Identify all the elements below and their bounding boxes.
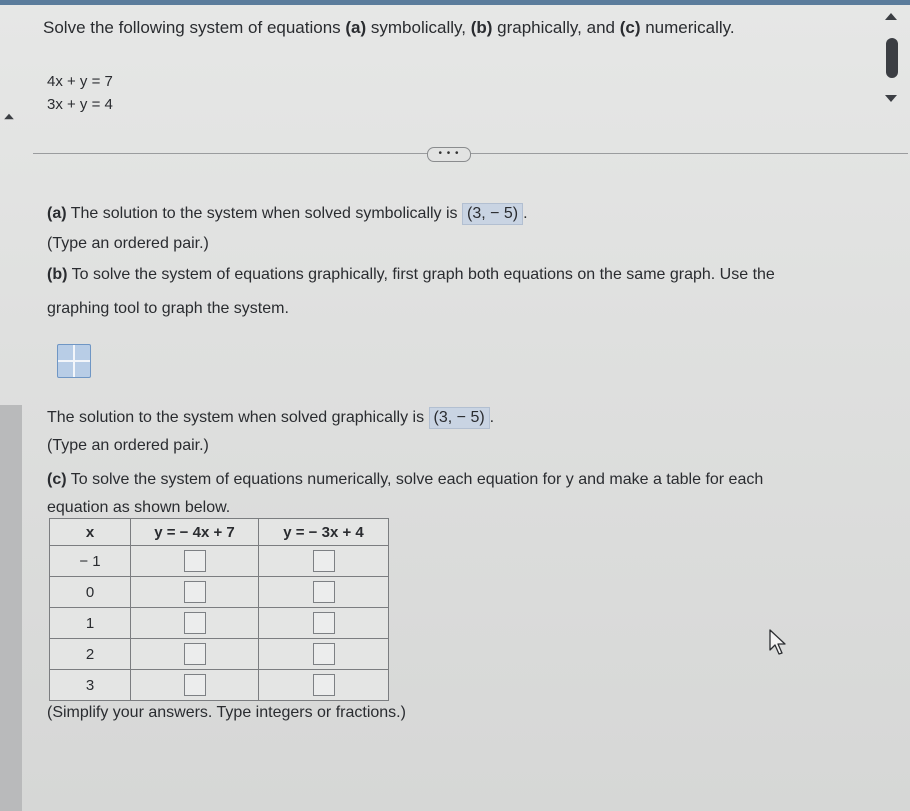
x-value: 3 [50, 670, 131, 701]
scroll-up-icon[interactable] [885, 13, 897, 20]
part-b-solution: The solution to the system when solved graphically is (3, − 5) . [47, 407, 494, 429]
part-a-hint: (Type an ordered pair.) [47, 235, 209, 252]
scrollbar-thumb[interactable] [886, 38, 898, 78]
x-value: 1 [50, 608, 131, 639]
part-b-hint: (Type an ordered pair.) [47, 437, 209, 454]
col-header-x: x [50, 519, 131, 546]
x-value: 0 [50, 577, 131, 608]
answer-input-eq2[interactable] [313, 550, 335, 572]
part-c-hint: (Simplify your answers. Type integers or fractions.) [47, 704, 406, 721]
col-header-eq2: y = − 3x + 4 [259, 519, 389, 546]
answer-input-eq1[interactable] [184, 550, 206, 572]
table-row [50, 608, 389, 639]
part-b-instructions-line1: (b) To solve the system of equations graphically, first graph both equations on the same graph. Use the [47, 266, 775, 283]
more-button[interactable]: • • • [427, 147, 471, 162]
x-value: − 1 [50, 546, 131, 577]
answer-input-eq2[interactable] [313, 674, 335, 696]
graphing-tool-icon[interactable] [57, 344, 91, 378]
x-value: 2 [50, 639, 131, 670]
part-c-instructions-line2: equation as shown below. [47, 499, 231, 516]
table-row [50, 546, 389, 577]
answer-input-eq1[interactable] [184, 643, 206, 665]
answer-input-eq2[interactable] [313, 612, 335, 634]
col-header-eq1: y = − 4x + 7 [131, 519, 259, 546]
table-row [50, 670, 389, 701]
table-row [50, 639, 389, 670]
answer-input-eq1[interactable] [184, 674, 206, 696]
part-c-instructions-line1: (c) To solve the system of equations numerically, solve each equation for y and make a table for each [47, 471, 764, 488]
mouse-pointer-icon [768, 628, 790, 656]
question-prompt: Solve the following system of equations (a) symbolically, (b) graphically, and (c) numerically. [43, 18, 735, 37]
table-header-row [50, 519, 389, 546]
equation-2: 3x + y = 4 [47, 96, 113, 113]
scroll-down-icon[interactable] [885, 95, 897, 102]
answer-input-eq2[interactable] [313, 643, 335, 665]
answer-input-eq1[interactable] [184, 581, 206, 603]
part-b-instructions-line2: graphing tool to graph the system. [47, 300, 289, 317]
collapse-icon[interactable] [4, 114, 14, 120]
values-table [49, 518, 389, 701]
part-a-answer[interactable]: (3, − 5) [462, 203, 523, 225]
part-a-question: (a) The solution to the system when solved symbolically is (3, − 5) . [47, 203, 528, 225]
left-rail [0, 405, 22, 811]
answer-input-eq1[interactable] [184, 612, 206, 634]
equation-1: 4x + y = 7 [47, 73, 113, 90]
answer-input-eq2[interactable] [313, 581, 335, 603]
table-row [50, 577, 389, 608]
part-b-answer[interactable]: (3, − 5) [429, 407, 490, 429]
